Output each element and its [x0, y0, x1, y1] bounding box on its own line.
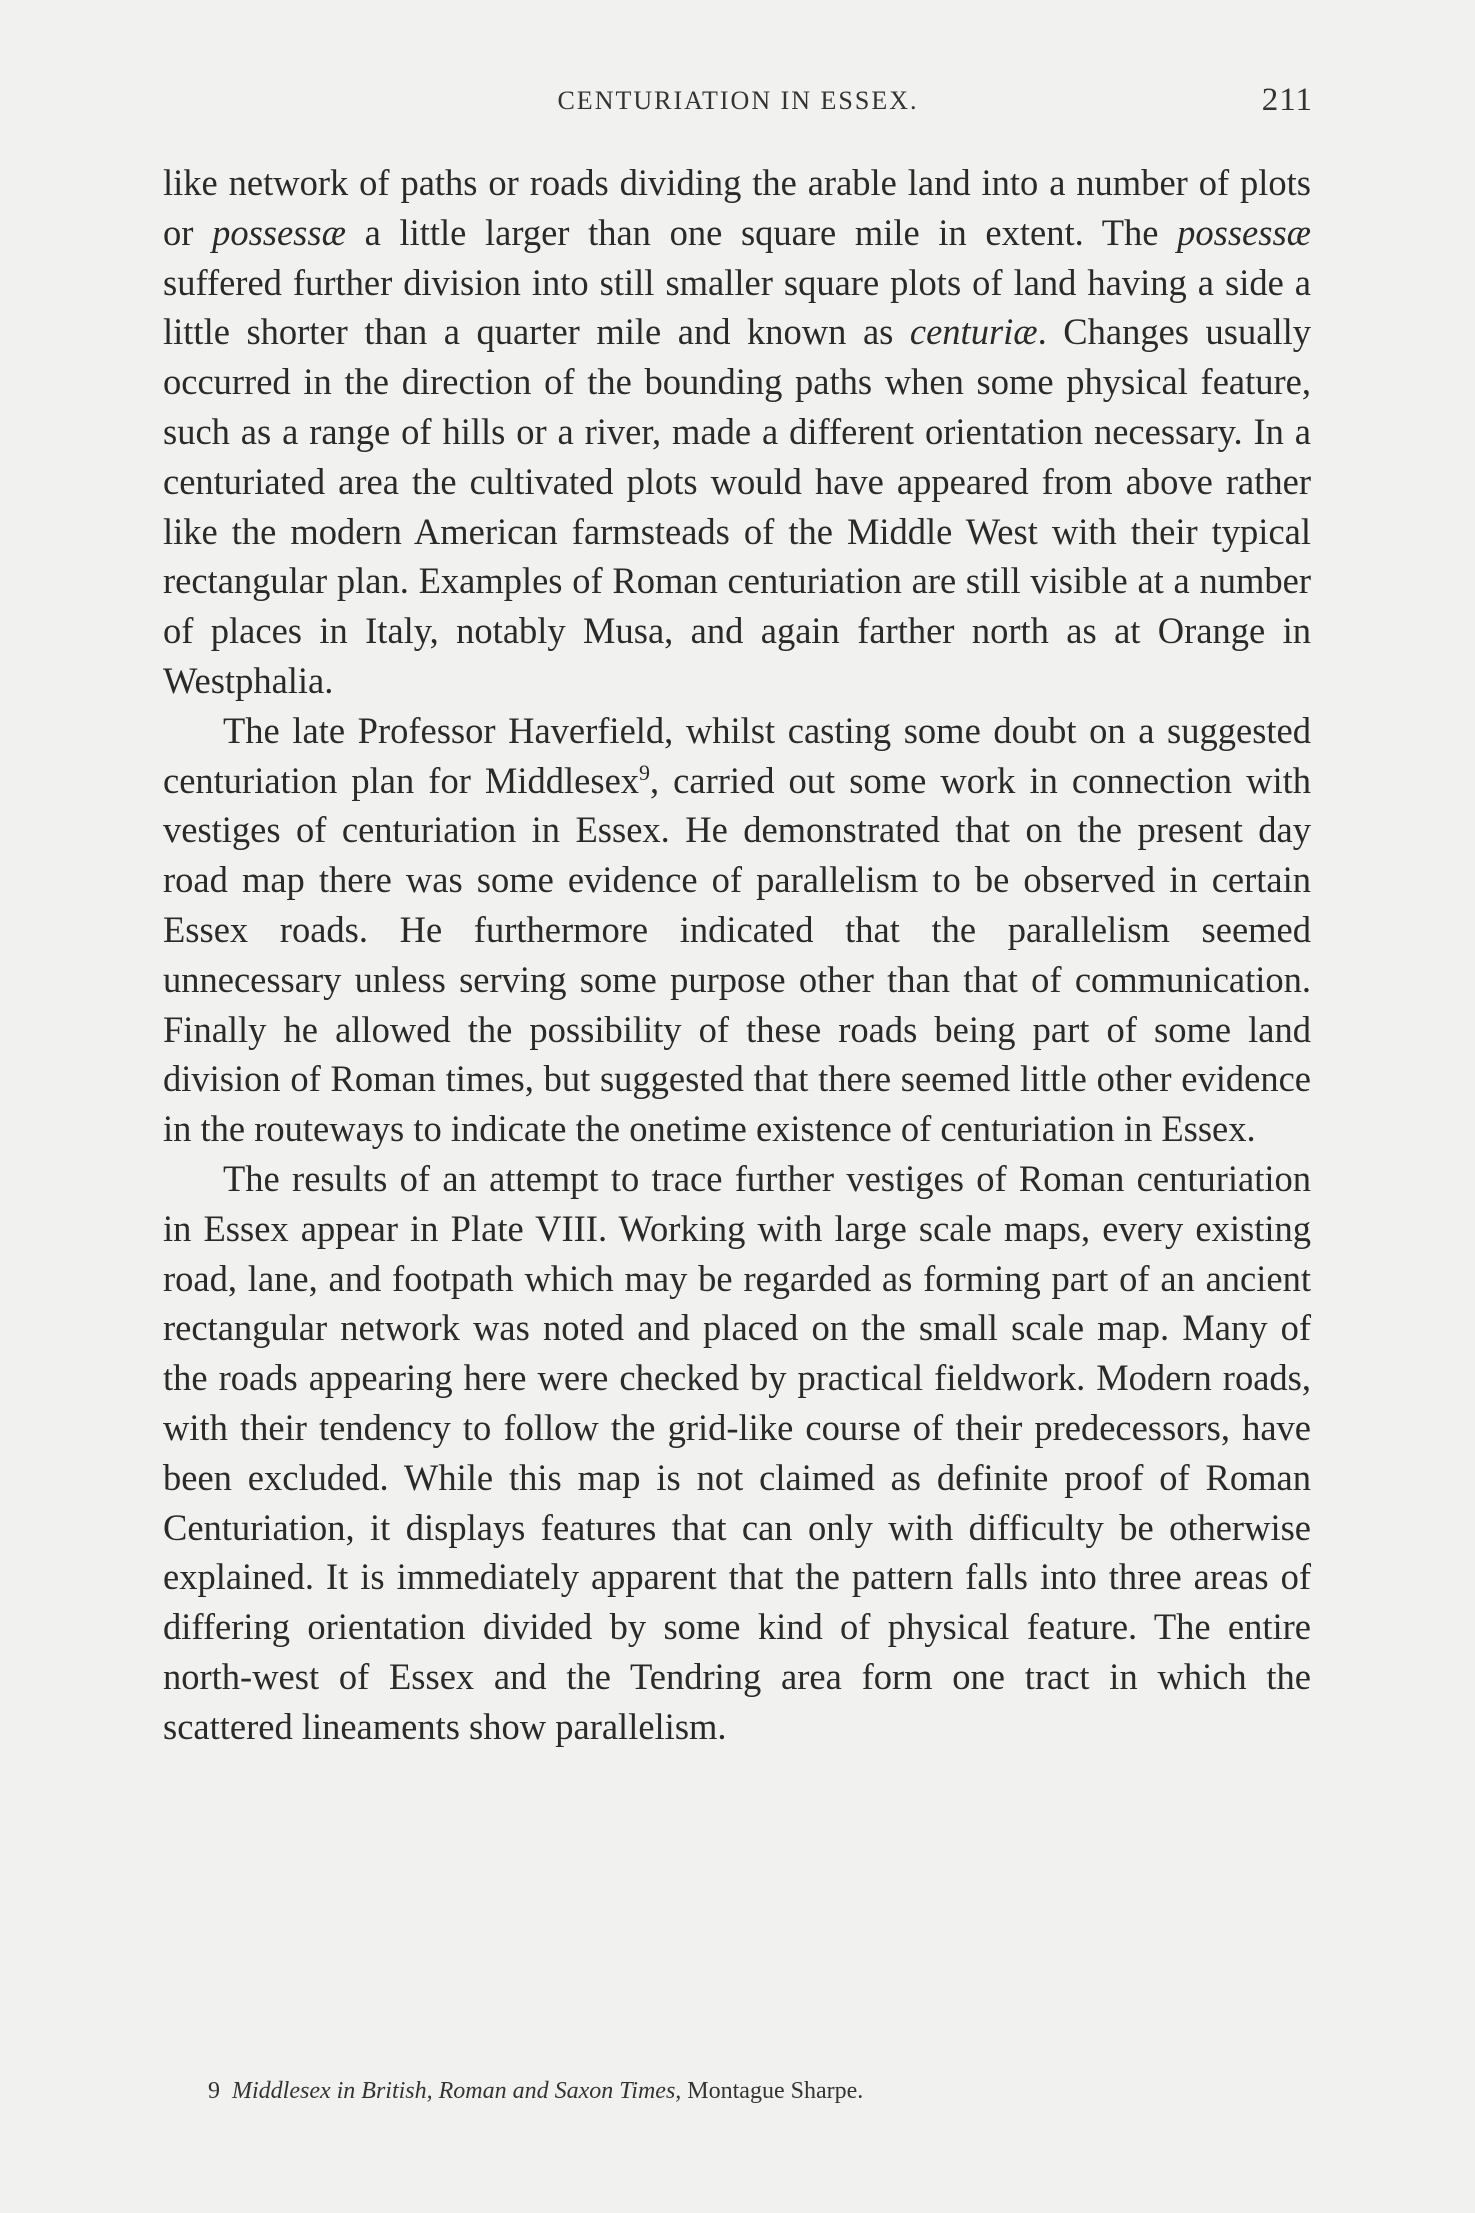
footnote-reference: 9	[639, 759, 650, 785]
text-segment: like network of paths or roads dividing the arable land into a number of plots or	[163, 162, 1311, 253]
footnote-author: Montague Sharpe.	[687, 2078, 864, 2104]
paragraph	[163, 158, 1311, 706]
running-title: CENTURIATION IN ESSEX.	[557, 86, 919, 115]
running-head	[163, 82, 1313, 122]
text-segment: . Changes usually occurred in the direction of the bounding paths when some physical feature, such as a range of hills or a river, made a different orientation necessary. In a centuriated area the cultivated plots would have appeared from above rather like the modern American farmsteads of the Middle West with their typical rectangular plan. Examples of Roman centuriation are still visible at a number of places in Italy, notably Musa, and again farther north as at Orange in Westphalia.	[163, 311, 1311, 701]
text-segment: a little larger than one square mile in extent. The	[345, 211, 1178, 253]
paragraph	[163, 1154, 1311, 1752]
italic-term: possessæ	[212, 211, 346, 253]
text-segment: suffered further division into still smaller square plots of land having a side a little shorter than a quarter mile and known as	[163, 261, 1311, 353]
body-text	[163, 158, 1311, 1752]
footnote-number: 9	[208, 2078, 220, 2104]
italic-term: possessæ	[1177, 211, 1311, 253]
text-segment: The results of an attempt to trace further vestiges of Roman centuriation in Essex appear in Plate VIII. Working with large scale maps, every existing road, lane, and footpath which may be regarded as forming part of an ancient rectangular network was noted and placed on the small scale map. Many of the roads appearing here were checked by practical fieldwork. Modern roads, with their tendency to follow the grid-like course of their predecessors, have been excluded. While this map is not claimed as definite proof of Roman Centuriation, it displays features that can only with difficulty be otherwise explained. It is immediately apparent that the pattern falls into three areas of differing orientation divided by some kind of physical feature. The entire north-west of Essex and the Tendring area form one tract in which the scattered lineaments show parallelism.	[163, 1157, 1311, 1747]
paragraph	[163, 706, 1311, 1154]
text-segment: The late Professor Haverfield, whilst casting some doubt on a suggested centuriation plan for Middlesex	[163, 709, 1311, 801]
footnote-title: Middlesex in British, Roman and Saxon Times,	[232, 2078, 682, 2104]
italic-term: centuriæ	[909, 311, 1038, 353]
page-number: 211	[1261, 82, 1313, 118]
footnote	[208, 2076, 1308, 2106]
text-segment: , carried out some work in connection with vestiges of centuriation in Essex. He demonstrated that on the present day road map there was some evidence of parallelism to be observed in certain Essex roads. He furthermore indicated that the parallelism seemed unnecessary unless serving some purpose other than that of communication. Finally he allowed the possibility of these roads being part of some land division of Roman times, but suggested that there seemed little other evidence in the routeways to indicate the onetime existence of centuriation in Essex.	[163, 759, 1312, 1150]
